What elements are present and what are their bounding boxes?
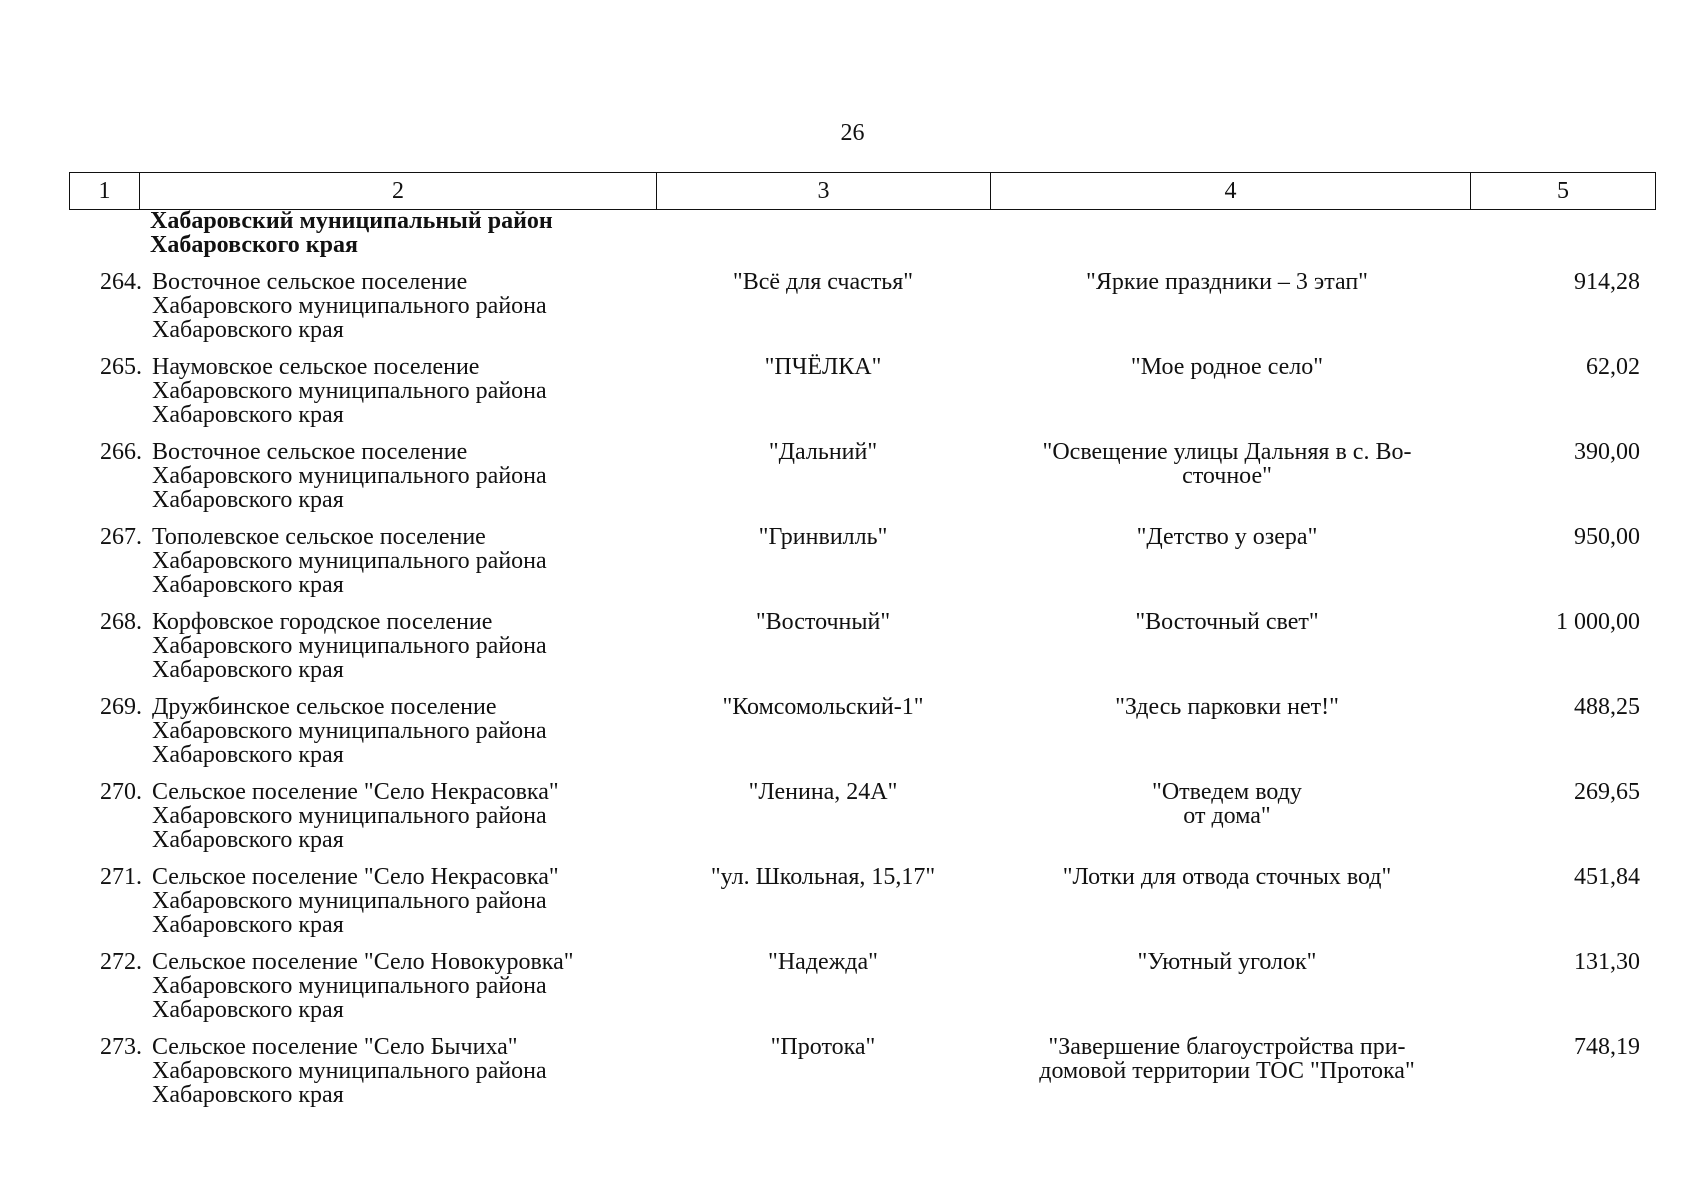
project-name-line: "Здесь парковки нет!" bbox=[1115, 694, 1339, 720]
region-title-line: Хабаровский муниципальный район bbox=[150, 208, 553, 234]
settlement-name bbox=[152, 780, 652, 852]
project-name bbox=[992, 355, 1462, 379]
tos-name-line: "Дальний" bbox=[768, 439, 878, 465]
project-name-line: "Мое родное село" bbox=[1130, 354, 1324, 380]
row-number: 264. bbox=[100, 269, 142, 295]
tos-name bbox=[658, 610, 988, 634]
settlement-name-line: Хабаровского муниципального района bbox=[152, 378, 547, 404]
table-row bbox=[0, 865, 1705, 950]
row-number: 267. bbox=[100, 524, 142, 550]
amount: 914,28 bbox=[1574, 269, 1640, 295]
column-header-2: 2 bbox=[140, 173, 657, 210]
tos-name bbox=[658, 270, 988, 294]
amount: 488,25 bbox=[1574, 694, 1640, 720]
project-name bbox=[992, 1035, 1462, 1083]
row-number: 270. bbox=[100, 779, 142, 805]
settlement-name-line: Тополевское сельское поселение bbox=[152, 524, 486, 550]
project-name bbox=[992, 780, 1462, 828]
table-row bbox=[0, 610, 1705, 695]
table-body bbox=[0, 270, 1705, 1120]
settlement-name-line: Хабаровского муниципального района bbox=[152, 633, 547, 659]
project-name-line: "Яркие праздники – 3 этап" bbox=[1086, 269, 1368, 295]
column-header-5: 5 bbox=[1471, 173, 1656, 210]
table-row bbox=[0, 440, 1705, 525]
amount: 62,02 bbox=[1586, 354, 1640, 380]
row-number: 269. bbox=[100, 694, 142, 720]
tos-name-line: "Комсомольский-1" bbox=[722, 694, 924, 720]
tos-name bbox=[658, 525, 988, 549]
tos-name bbox=[658, 780, 988, 804]
settlement-name-line: Хабаровского края bbox=[152, 317, 344, 343]
settlement-name-line: Хабаровского муниципального района bbox=[152, 463, 547, 489]
tos-name-line: "Надежда" bbox=[768, 949, 878, 975]
region-title-line: Хабаровского края bbox=[150, 232, 358, 258]
settlement-name-line: Хабаровского муниципального района bbox=[152, 718, 547, 744]
project-name-line: от дома" bbox=[1183, 803, 1271, 829]
settlement-name-line: Хабаровского края bbox=[152, 572, 344, 598]
table-row bbox=[0, 525, 1705, 610]
tos-name bbox=[658, 865, 988, 889]
row-number: 266. bbox=[100, 439, 142, 465]
page-number: 26 bbox=[840, 120, 865, 146]
tos-name bbox=[658, 950, 988, 974]
settlement-name-line: Хабаровского края bbox=[152, 742, 344, 768]
project-name-line: домовой территории ТОС "Протока" bbox=[1039, 1058, 1415, 1084]
tos-name-line: "Гринвилль" bbox=[758, 524, 888, 550]
settlement-name-line: Хабаровского края bbox=[152, 912, 344, 938]
settlement-name bbox=[152, 1035, 652, 1107]
settlement-name bbox=[152, 440, 652, 512]
settlement-name-line: Восточное сельское поселение bbox=[152, 269, 468, 295]
amount: 748,19 bbox=[1574, 1034, 1640, 1060]
row-number: 271. bbox=[100, 864, 142, 890]
table-row bbox=[0, 780, 1705, 865]
settlement-name bbox=[152, 865, 652, 937]
column-header-row bbox=[70, 173, 1656, 210]
tos-name-line: "Протока" bbox=[770, 1034, 876, 1060]
settlement-name-line: Хабаровского муниципального района bbox=[152, 973, 547, 999]
project-name bbox=[992, 865, 1462, 889]
settlement-name bbox=[152, 950, 652, 1022]
settlement-name-line: Дружбинское сельское поселение bbox=[152, 694, 497, 720]
amount: 950,00 bbox=[1574, 524, 1640, 550]
table-row bbox=[0, 950, 1705, 1035]
settlement-name bbox=[152, 270, 652, 342]
settlement-name-line: Сельское поселение "Село Новокуровка" bbox=[152, 949, 574, 975]
settlement-name-line: Хабаровского муниципального района bbox=[152, 293, 547, 319]
settlement-name-line: Хабаровского края bbox=[152, 827, 344, 853]
amount: 1 000,00 bbox=[1556, 609, 1640, 635]
project-name bbox=[992, 695, 1462, 719]
settlement-name-line: Хабаровского края bbox=[152, 402, 344, 428]
settlement-name-line: Восточное сельское поселение bbox=[152, 439, 468, 465]
project-name-line: "Детство у озера" bbox=[1136, 524, 1318, 550]
settlement-name bbox=[152, 695, 652, 767]
settlement-name-line: Хабаровского муниципального района bbox=[152, 1058, 547, 1084]
region-title bbox=[150, 209, 553, 257]
project-name-line: сточное" bbox=[1182, 463, 1272, 489]
row-number: 265. bbox=[100, 354, 142, 380]
settlement-name-line: Хабаровского муниципального района bbox=[152, 803, 547, 829]
settlement-name-line: Хабаровского края bbox=[152, 1082, 344, 1108]
row-number: 273. bbox=[100, 1034, 142, 1060]
row-number: 268. bbox=[100, 609, 142, 635]
settlement-name-line: Сельское поселение "Село Некрасовка" bbox=[152, 779, 559, 805]
amount: 451,84 bbox=[1574, 864, 1640, 890]
tos-name-line: "ул. Школьная, 15,17" bbox=[710, 864, 936, 890]
settlement-name-line: Хабаровского муниципального района bbox=[152, 888, 547, 914]
column-header-4: 4 bbox=[991, 173, 1471, 210]
tos-name bbox=[658, 695, 988, 719]
tos-name bbox=[658, 1035, 988, 1059]
tos-name bbox=[658, 440, 988, 464]
settlement-name-line: Сельское поселение "Село Некрасовка" bbox=[152, 864, 559, 890]
settlement-name-line: Сельское поселение "Село Бычиха" bbox=[152, 1034, 518, 1060]
column-header-1: 1 bbox=[70, 173, 140, 210]
settlement-name-line: Хабаровского края bbox=[152, 997, 344, 1023]
amount: 131,30 bbox=[1574, 949, 1640, 975]
project-name-line: "Лотки для отвода сточных вод" bbox=[1062, 864, 1392, 890]
tos-name-line: "ПЧЁЛКА" bbox=[764, 354, 882, 380]
settlement-name bbox=[152, 610, 652, 682]
project-name-line: "Отведем воду bbox=[1152, 779, 1302, 805]
amount: 269,65 bbox=[1574, 779, 1640, 805]
row-number: 272. bbox=[100, 949, 142, 975]
project-name bbox=[992, 270, 1462, 294]
settlement-name-line: Хабаровского края bbox=[152, 657, 344, 683]
tos-name-line: "Ленина, 24А" bbox=[748, 779, 898, 805]
table-row bbox=[0, 1035, 1705, 1120]
tos-name-line: "Восточный" bbox=[755, 609, 891, 635]
settlement-name bbox=[152, 525, 652, 597]
project-name bbox=[992, 525, 1462, 549]
settlement-name bbox=[152, 355, 652, 427]
tos-name bbox=[658, 355, 988, 379]
project-name-line: "Уютный уголок" bbox=[1137, 949, 1317, 975]
tos-name-line: "Всё для счастья" bbox=[732, 269, 914, 295]
table-row bbox=[0, 695, 1705, 780]
settlement-name-line: Хабаровского муниципального района bbox=[152, 548, 547, 574]
project-name bbox=[992, 610, 1462, 634]
project-name-line: "Завершение благоустройства при- bbox=[1048, 1034, 1406, 1060]
project-name-line: "Освещение улицы Дальняя в с. Во- bbox=[1042, 439, 1412, 465]
settlement-name-line: Хабаровского края bbox=[152, 487, 344, 513]
project-name-line: "Восточный свет" bbox=[1135, 609, 1319, 635]
column-header-table bbox=[69, 172, 1656, 210]
column-header-3: 3 bbox=[657, 173, 991, 210]
settlement-name-line: Корфовское городское поселение bbox=[152, 609, 493, 635]
settlement-name-line: Наумовское сельское поселение bbox=[152, 354, 480, 380]
table-row bbox=[0, 355, 1705, 440]
project-name bbox=[992, 950, 1462, 974]
table-row bbox=[0, 270, 1705, 355]
amount: 390,00 bbox=[1574, 439, 1640, 465]
project-name bbox=[992, 440, 1462, 488]
